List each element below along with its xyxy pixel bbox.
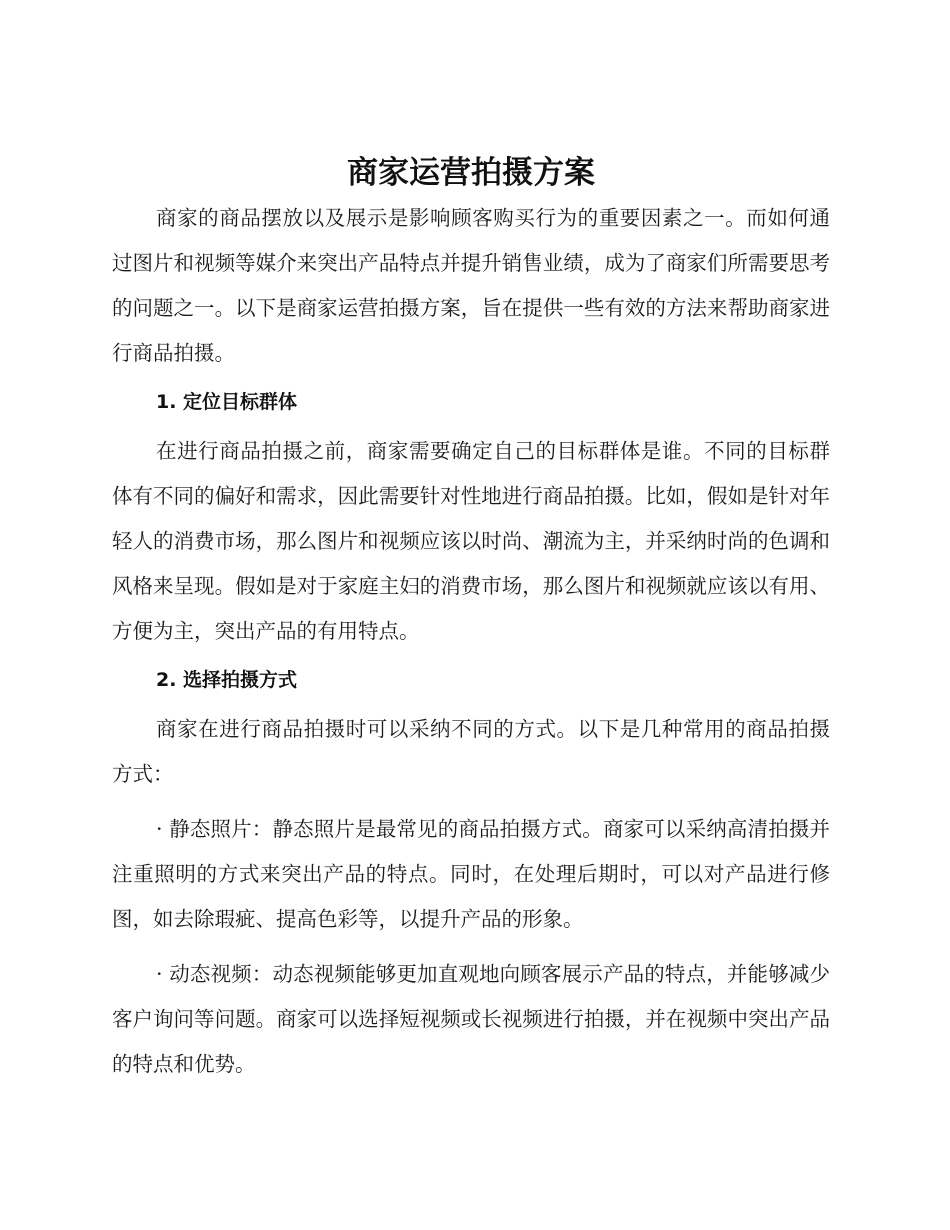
section-heading-shooting-method: 2. 选择拍摄方式: [156, 669, 298, 691]
document-title: 商家运营拍摄方案: [347, 155, 595, 191]
bullet-dynamic-video: · 动态视频：动态视频能够更加直观地向顾客展示产品的特点，并能够减少客户询问等问题。商家可以选择短视频或长视频进行拍摄，并在视频中突出产品的特点和优势。: [112, 962, 830, 1076]
section-body-target-group: 在进行商品拍摄之前，商家需要确定自己的目标群体是谁。不同的目标群体有不同的偏好和需求，因此需要针对性地进行商品拍摄。比如，假如是针对年轻人的消费市场，那么图片和视频应该以时尚、潮流为主，并采纳时尚的色调和风格来呈现。假如是对于家庭主妇的消费市场，那么图片和视频就应该以有用、方便为主，突出产品的有用特点。: [112, 439, 830, 643]
bullet-static-photo: · 静态照片：静态照片是最常见的商品拍摄方式。商家可以采纳高清拍摄并注重照明的方式来突出产品的特点。同时，在处理后期时，可以对产品进行修图，如去除瑕疵、提高色彩等，以提升产品的形象。: [112, 817, 830, 931]
section-heading-target-group: 1. 定位目标群体: [156, 391, 298, 413]
document-body: [112, 150, 830, 1087]
spacer: [112, 797, 830, 807]
section-body-shooting-method: 商家在进行商品拍摄时可以采纳不同的方式。以下是几种常用的商品拍摄方式：: [112, 717, 830, 786]
intro-paragraph: 商家的商品摆放以及展示是影响顾客购买行为的重要因素之一。而如何通过图片和视频等媒介来突出产品特点并提升销售业绩，成为了商家们所需要思考的问题之一。以下是商家运营拍摄方案，旨在提供一些有效的方法来帮助商家进行商品拍摄。: [112, 206, 830, 365]
spacer: [112, 942, 830, 952]
